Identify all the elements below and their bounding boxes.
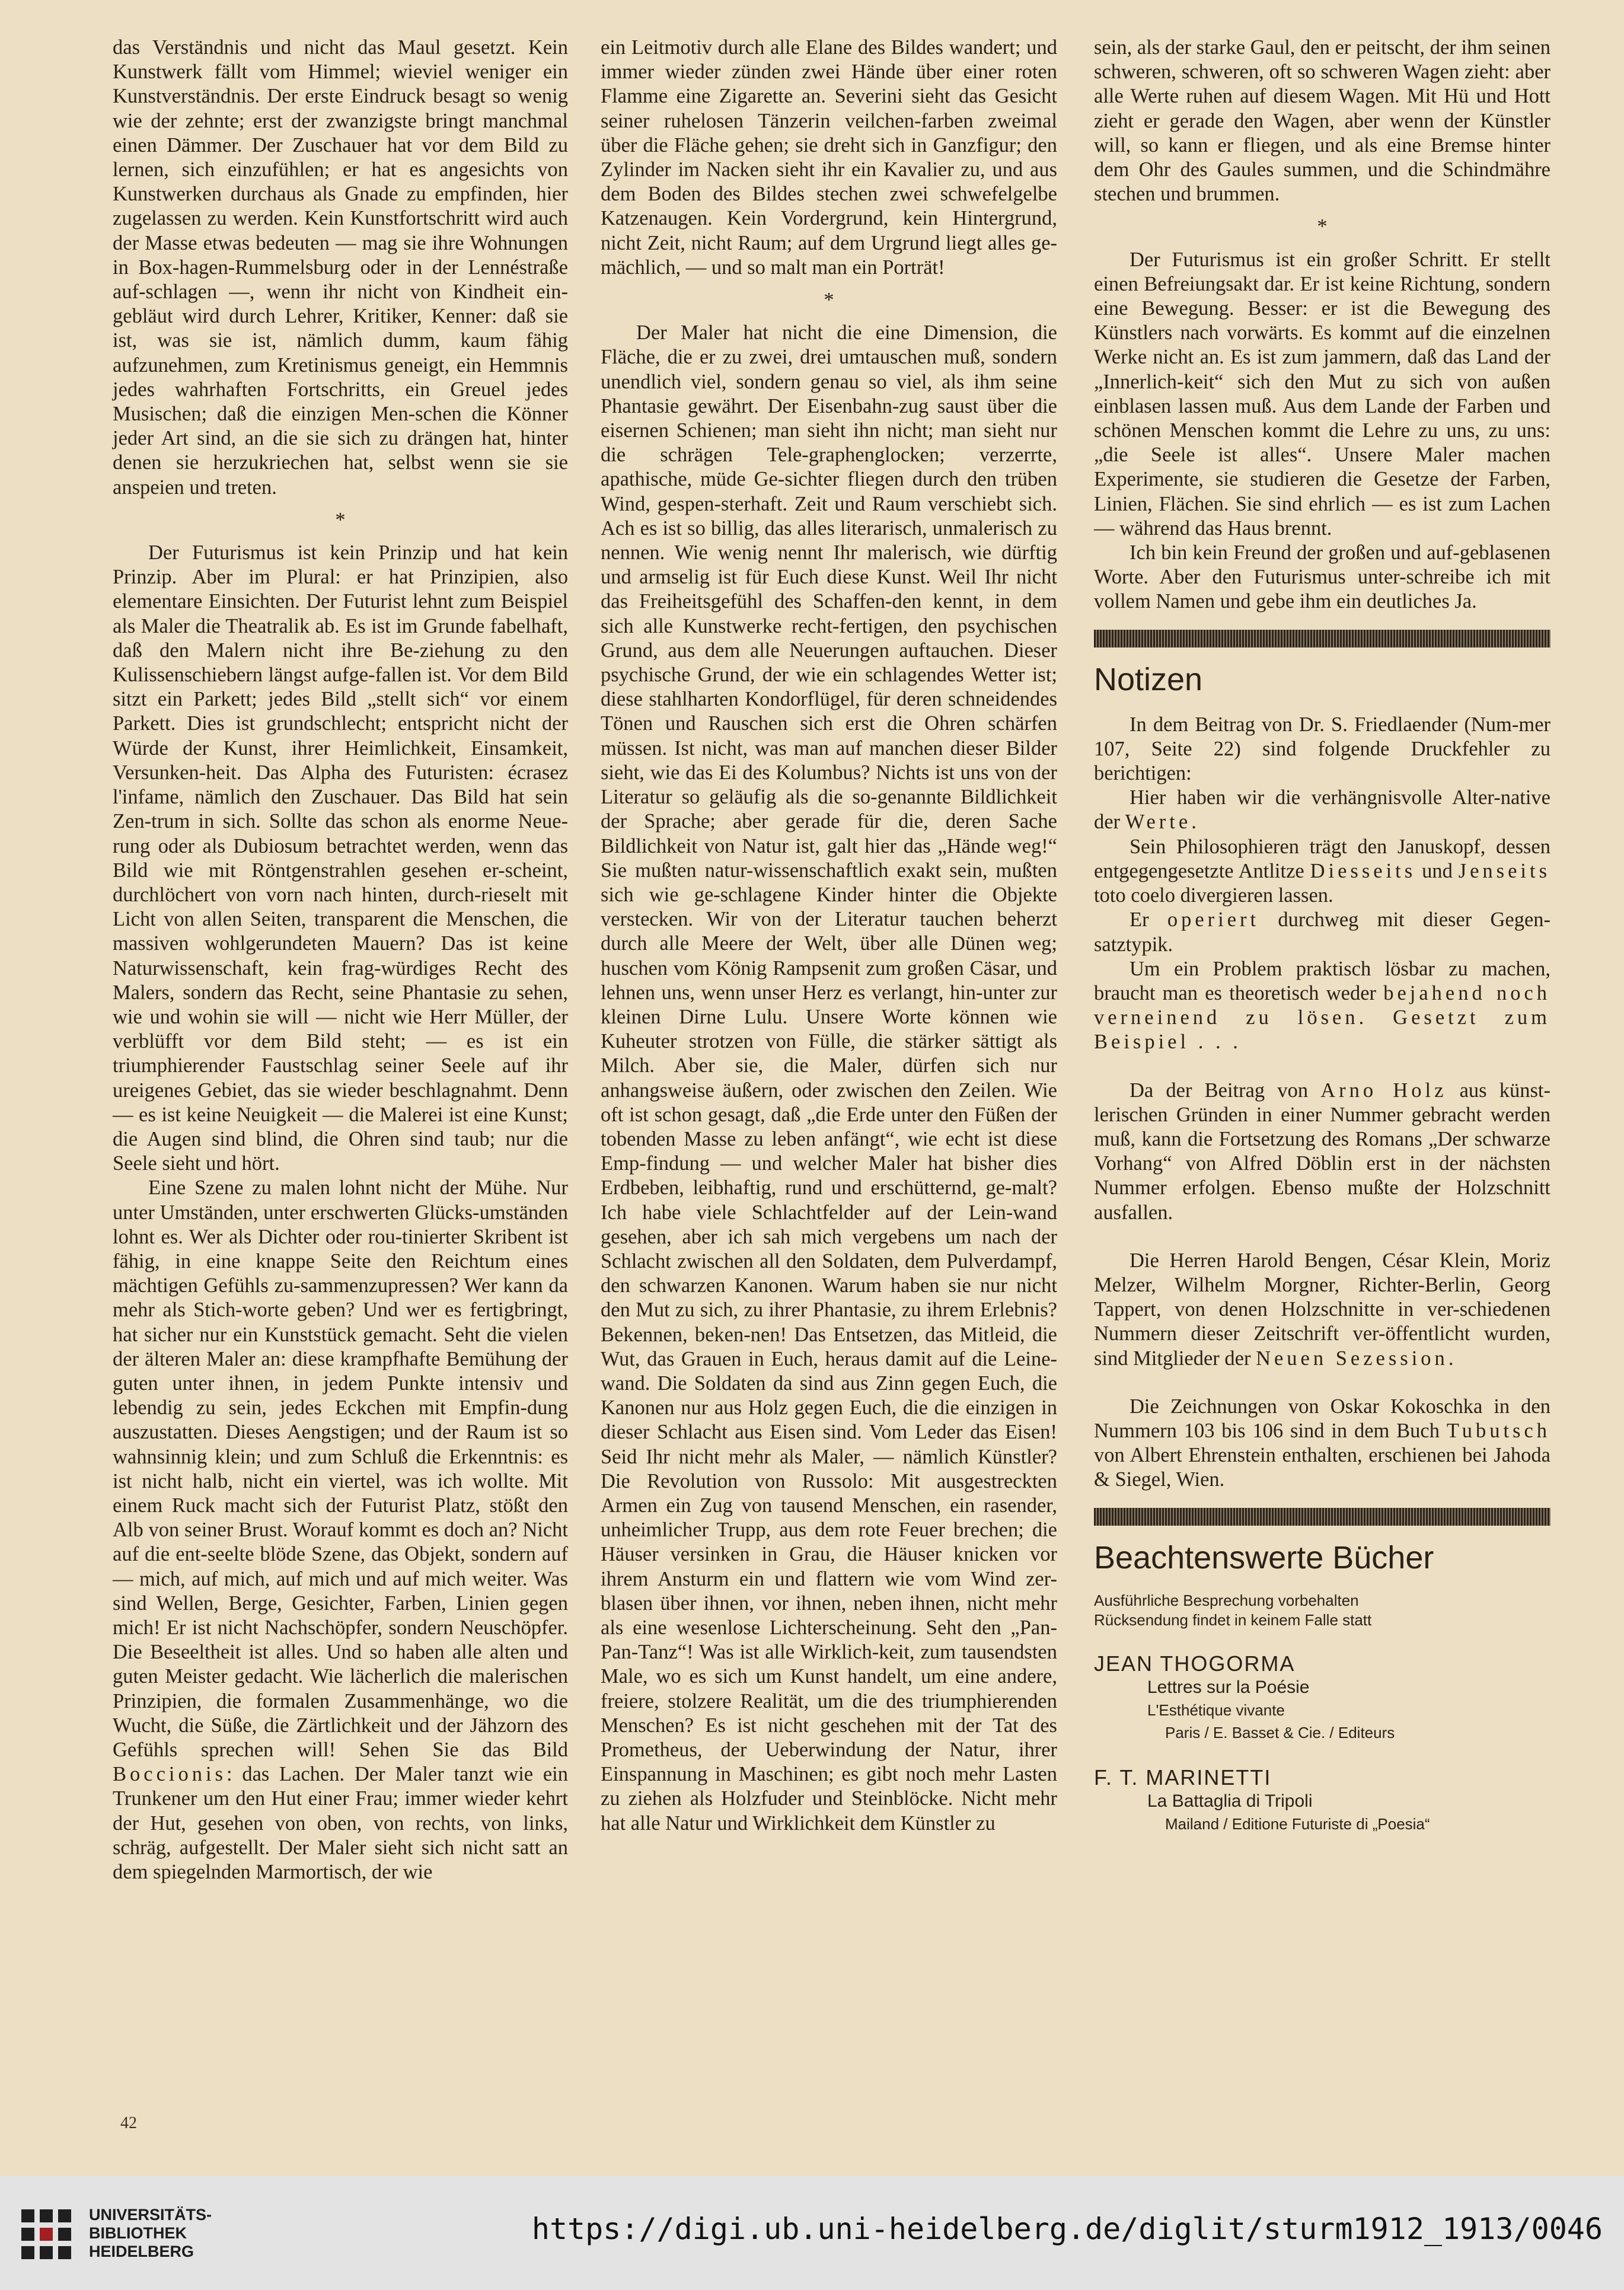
section-separator: * xyxy=(335,508,346,531)
notizen-heading: Notizen xyxy=(1094,661,1203,697)
book-publisher: Mailand / Editione Futuriste di „Poesia“ xyxy=(1165,1814,1430,1833)
paragraph: Der Maler hat nicht die eine Dimension, die Fläche, die er zu zwei, drei umtauschen muß, sondern unendlich viel, sondern genau so viel, als ihm seine Phantasie gewährt. Der Eisenbahn-zug saust über die eisernen Schienen; man sieht ihn nicht; man sieht nur die schrägen Tele-graphenglocken; verzerrte, apathische, müde Ge-sichter fliegen durch den trüben Wind, gespen-sterhaft. Zeit und Raum verschiebt sich. Ach es ist so billig, das alles literarisch, unmalerisch zu nennen. Wie wenig nennt Ihr malerisch, wie dürftig und armselig ist für Euch diese Kunst. Weil Ihr nicht das Freiheitsgefühl des Schaffen-den kennt, in dem sich alle Kunstwerke recht-fertigen, den psychischen Grund, aus dem alle Neuerungen auftauchen. Dieser psychische Grund, der wie ein schlagendes Wetter ist; diese stahlharten Kondorflügel, für deren schneidendes Tönen und Rauschen sich erst die Ohren schärfen müssen. Ist nicht, was man auf manchen dieser Bilder sieht, wie das Ei des Kolumbus? Nichts ist uns von der Literatur so geläufig als die so-genannte Bildlichkeit der Sprache; aber gerade für die, deren Sache Bildlichkeit von Natur ist, galt hier das „Hände weg!“ Sie mußten natur-wissenschaftlich exakt sein, mußten sich wie ge-schlagene Kinder hinter die Objekte verstecken. Wir von der Literatur tauchen beherzt durch alle Meere der Welt, über alle Dünen weg; huschen vom König Rampsenit zum großen Cäsar, und lehnen uns, wenn unser Herz es verlangt, hin-unter zur kleinen Dirne Lulu. Unsere Worte können wie Kuheuter strotzen von Fülle, die stärker sättigt als Milch. Aber sie, die Maler, dürfen sich nur anhangsweise äußern, oder zwischen den Zeilen. Wie oft ist schon gesagt, daß „die Erde unter den Füßen der tobenden Masse zu leben anfängt“, wie echt ist diese Emp-findung — und welcher Maler hat bisher dies Erdbeben, leibhaftig, rund und erschütternd, ge-malt? Ich habe viele Schlachtfelder auf der Lein-wand gesehen, aber ich sah mich vergebens um nach der Schlacht zwischen all den Soldaten, dem Pulverdampf, den schwarzen Kanonen. Warum haben sie nur nicht den Mut zu sich, zu ihrer Phantasie, zu ihrem Erlebnis? Bekennen, beken-nen! Das Entsetzen, das Mitleid, die Wut, das Grauen in Euch, heraus damit auf die Leine-wand. Die Soldaten da sind aus Zinn gegen Euch, die Kanonen nur aus Holz gegen Euch, die die einzigen in dieser Schlacht aus Eisen sind. Vom Leder das Eisen! Seid Ihr nicht mehr als Maler, — nämlich Künstler? Die Revolution von Russolo: Mit ausgestreckten Armen ein Zug von tausend Menschen, ein rasender, unheimlicher Trupp, aus dem rote Feuer brechen; die Häuser versinken in Grau, die Häuser knicken vor ihrem Ansturm ein und flattern wie vom Wind zer-blasen über ihnen, vor ihnen, neben ihnen, nicht mehr als eine wesenlose Lichterscheinung. Seht den „Pan-Pan-Tanz“! Was ist alle Wirklich-keit, zum tausendsten Male, wo es sich um Kunst handelt, um eine andere, freiere, stolzere Realität, um die des triumphierenden Menschen? Es ist nicht geschehen mit der Tat des Prometheus, der Ueberwindung der Natur, ihrer Einspannung in Maschinen; es gibt noch mehr Lasten zu ziehen als Holzfuder und Steinblöcke. Nicht mehr hat alle Natur und Wirklichkeit dem Künstler zu xyxy=(601,321,1057,1835)
text-column-3 xyxy=(1094,36,1550,1835)
paragraph: ein Leitmotiv durch alle Elane des Bildes wandert; und immer wieder zünden zwei Hände über einer roten Flamme eine Zigarette an. Severini sieht das Gesicht seiner ruhelosen Tänzerin veilchen-farben zweimal über die Fläche gehen; sie dreht sich in Ganzfigur; den Zylinder im Nacken sieht ihr ein Kavalier zu, und aus dem Boden des Bildes stechen zwei schwefelgelbe Katzenaugen. Kein Vordergrund, kein Hintergrund, nicht Zeit, nicht Raum; auf dem Urgrund liegt alles ge-mächlich, — und so malt man ein Porträt! xyxy=(601,36,1057,279)
note-paragraph: In dem Beitrag von Dr. S. Friedlaender (Num-mer 107, Seite 22) sind folgende Druckfehler zu berichtigen: xyxy=(1094,713,1550,785)
book-entry xyxy=(1094,1651,1550,1744)
text-column-1 xyxy=(113,36,568,1884)
book-publisher: Paris / E. Basset & Cie. / Editeurs xyxy=(1165,1723,1395,1742)
note-paragraph: Sein Philosophieren trägt den Januskopf, dessen entgegengesetzte Antlitze Diesseits und Jenseits toto coelo divergieren lassen. xyxy=(1094,835,1551,907)
section-separator: * xyxy=(824,289,834,312)
paragraph: sein, als der starke Gaul, den er peitscht, der ihm seinen schweren, schweren, oft so schweren Wagen zieht: aber alle Werte ruhen auf diesem Wagen. Mit Hü und Hott zieht er gerade den Wagen, aber wenn der Künstler will, so kann er fliegen, und als eine Bremse hinter dem Ohr des Gaules summen, und die Schindmähre stechen und brummen. xyxy=(1094,36,1550,206)
book-author: JEAN THOGORMA xyxy=(1094,1651,1296,1676)
books-heading: Beachtenswerte Bücher xyxy=(1094,1539,1434,1575)
books-note: Ausführliche Besprechung vorbehalten xyxy=(1094,1591,1359,1609)
note-paragraph: Er operiert durchweg mit dieser Gegen-satztypik. xyxy=(1094,908,1551,956)
paragraph: Der Futurismus ist kein Prinzip und hat kein Prinzip. Aber im Plural: er hat Prinzipien, also elementare Einsichten. Der Futurist lehnt zum Beispiel als Maler die Theatralik ab. Es ist im Grunde fabelhaft, daß den Malern nicht ihre Be-ziehung zu den Kulissenschiebern längst aufge-fallen ist. Vor dem Bild sitzt ein Parkett; jedes Bild „stellt sich“ vor einem Parkett. Dies ist grundschlecht; entspricht nicht der Würde der Kunst, ihrer Heimlichkeit, Einsamkeit, Versunken-heit. Das Alpha des Futuristen: écrasez l'infame, nämlich den Zuschauer. Das Bild hat sein Zen-trum in sich. Sollte das schon als enorme Neue-rung oder als Dubiosum betrachtet werden, wenn das Bild wie mit Röntgenstrahlen gesehen er-scheint, durchlöchert von vorn nach hinten, durch-rieselt mit Licht von allen Seiten, transparent die Menschen, die massiven wohlgerundeten Mauern? Das ist keine Naturwissenschaft, kein frag-würdiges Recht des Malers, sondern das Recht, seine Phantasie zu sehen, wie und wohin sie will — nicht wie Herr Müller, der verblüfft vor dem Bild steht; — es ist ein triumphierender Faustschlag seiner Seele auf ihr ureigenes Gebiet, das sie wieder beschlagnahmt. Denn — es ist keine Neuigkeit — die Malerei ist eine Kunst; die Augen sind blind, die Ohren sind taub; nur die Seele sieht und hört. xyxy=(113,541,568,1175)
paragraph: das Verständnis und nicht das Maul gesetzt. Kein Kunstwerk fällt vom Himmel; wieviel weniger ein Kunstverständnis. Der erste Eindruck besagt so wenig wie der zehnte; erst der zwanzigste bringt manchmal einen Dämmer. Der Zuschauer hat vor dem Bild zu lernen, sich einzufühlen; er hat es angesichts von Kunstwerken durchaus als Gnade zu empfinden, hier zugelassen zu werden. Kein Kunstfortschritt wird auch der Masse etwas bedeuten — mag sie ihre Wohnungen in Box-hagen-Rummelsburg oder in der Lennéstraße auf-schlagen —, wenn ihr nicht von Kindheit ein-gebläut wird durch Lehrer, Kritiker, Kenner: daß sie ist, was sie ist, nämlich dumm, kaum fähig aufzunehmen, zum Kretinismus geneigt, ein Hemmnis jedes wahrhaften Fortschritts, ein Greuel jedes Musischen; daß die einzigen Men-schen die Könner jeder Art sind, an die sie sich zu drängen hat, hinter denen sie herzukriechen hat, selbst wenn sie sie anspeien und treten. xyxy=(113,36,568,499)
paragraph: Eine Szene zu malen lohnt nicht der Mühe. Nur unter Umständen, unter erschwerten Glücks-umständen lohnt es. Wer als Dichter oder rou-tinierter Skribent ist fähig, in eine knappe Seite den Reichtum eines mächtigen Gefühls zu-sammenzupressen? Wer kann da mehr als Stich-worte geben? Und wer es fertigbringt, hat sicher nur ein Kunststück gemacht. Seht die vielen der älteren Maler an: diese krampfhafte Bemühung der guten unter ihnen, in jedem Punkte intensiv und lebendig zu sein, jedes Eckchen mit Empfin-dung auszustatten. Dieses Aengstigen; und der Raum ist so wahnsinnig klein; und zum Schluß die Erkenntnis: es ist nicht halb, nicht ein viertel, was ich wollte. Mit einem Ruck macht sich der Futurist Platz, stößt den Alb von seiner Brust. Worauf kommt es doch an? Nicht auf die ent-seelte blöde Szene, das Objekt, sondern auf — mich, auf mich, auf mich und auf mich weiter. Was sind Wellen, Berge, Gesichter, Farben, Linien gegen mich! Er ist nicht Nachschöpfer, sondern Neuschöpfer. Die Beseeltheit ist alles. Und so haben alle alten und guten Meister gedacht. Wie lächerlich die malerischen Prinzipien, die formalen Zusammenhänge, wo die Wucht, die Süße, die Zärtlichkeit und der Jähzorn des Gefühls sprechen will! Sehen Sie das Bild Boccionis: das Lachen. Der Maler tanzt wie ein Trunkener um den Hut einer Frau; immer wieder kehrt der Hut, gesehen von oben, von rechts, von links, schräg, aufgestellt. Der Maler sieht sich nicht satt an dem spiegelnden Marmortisch, der wie xyxy=(113,1176,568,1884)
note-paragraph: Um ein Problem praktisch lösbar zu machen, braucht man es theoretisch weder bejahend noch verneinend zu lösen. Gesetzt zum Beispiel . . . xyxy=(1094,957,1551,1054)
university-library-logo-icon xyxy=(17,2205,76,2264)
note-paragraph: Hier haben wir die verhängnisvolle Alter-native der Werte. xyxy=(1094,786,1550,834)
library-name: UNIVERSITÄTS- BIBLIOTHEK HEIDELBERG xyxy=(89,2206,212,2260)
book-author: F. T. MARINETTI xyxy=(1094,1765,1272,1790)
note-paragraph: Die Zeichnungen von Oskar Kokoschka in den Nummern 103 bis 106 sind in dem Buch Tubutsch von Albert Ehrenstein enthalten, erschienen bei Jahoda & Siegel, Wien. xyxy=(1094,1395,1551,1491)
library-footer-bar xyxy=(0,2176,1624,2290)
text-column-2 xyxy=(601,36,1057,1836)
book-entry xyxy=(1094,1765,1550,1835)
paragraph: Der Futurismus ist ein großer Schritt. Er stellt einen Befreiungsakt dar. Er ist keine Richtung, sondern eine Bewegung. Besser: er ist die Bewegung des Künstlers nach vorwärts. Es kommt auf die einzelnen Werke nicht an. Es ist zum jammern, daß das Land der „Innerlich-keit“ sich den Mut zu sich von außen einblasen lassen muß. Aus dem Lande der Farben und schönen Menschen kommt die Lehre zu uns, zu uns: „die Seele ist alles“. Unsere Maler machen Experimente, sie studieren die Gesetze der Farben, Linien, Flächen. Sie sind ehrlich — es ist zum Lachen — während das Haus brennt. xyxy=(1094,248,1550,540)
note-paragraph: Die Herren Harold Bengen, César Klein, Moriz Melzer, Wilhelm Morgner, Richter-Berlin, Georg Tappert, von denen Holzschnitte in ver-schiedenen Nummern dieser Zeitschrift ver-öffentlicht wurden, sind Mitglieder der Neuen Sezession. xyxy=(1094,1249,1550,1370)
book-title: La Battaglia di Tripoli xyxy=(1147,1791,1313,1811)
note-paragraph: Da der Beitrag von Arno Holz aus künst-lerischen Gründen in einer Nummer gebracht werden muß, kann die Fortsetzung des Romans „Der schwarze Vorhang“ von Alfred Döblin erst in der nächsten Nummer erfolgen. Ebenso mußte der Holzschnitt ausfallen. xyxy=(1094,1079,1550,1224)
paragraph: Ich bin kein Freund der großen und auf-geblasenen Worte. Aber den Futurismus unter-schreibe ich mit vollem Namen und gebe ihm ein deutliches Ja. xyxy=(1094,541,1550,613)
books-note: Rücksendung findet in keinem Falle statt xyxy=(1094,1610,1372,1629)
permalink-url[interactable]: https://digi.ub.uni-heidelberg.de/diglit/sturm1912_1913/0046 xyxy=(531,2212,1603,2246)
book-title: Lettres sur la Poésie xyxy=(1147,1677,1310,1697)
section-divider xyxy=(1094,630,1550,648)
page-number: 42 xyxy=(120,2114,137,2132)
section-separator: * xyxy=(1317,215,1328,238)
book-subtitle: L'Esthétique vivante xyxy=(1147,1701,1285,1719)
section-divider xyxy=(1094,1508,1550,1526)
